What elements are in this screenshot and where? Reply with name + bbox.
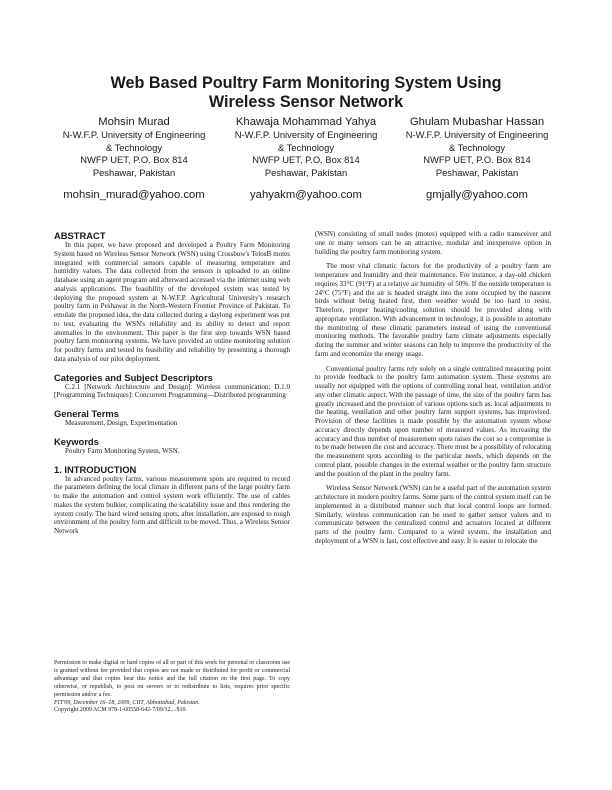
author-name: Ghulam Mubashar Hassan bbox=[409, 116, 545, 128]
keywords-heading: Keywords bbox=[54, 435, 99, 447]
author-block-2 bbox=[220, 115, 392, 202]
body-paragraph-climate: The most vital climatic factors for the productivity of a poultry farm are temperature and humidity and their maintenance. For instance, a day-old chicken requires 33°C (91°F) at a relative air humidity of 50%. If the outside temperature is 24°C (75°F) and the air is headed straight into the zone occupied by the nascent birds without being heated first, then weather would be too hard to resist. Therefore, proper heating/cooling solution should be provided along with appropriate ventilation. With advancement in technology, it is possible to automate the monitoring of these climatic parameters instead of using the conventional monitoring methods. The favorable poultry farm climate adjustments especially during the summer and winter seasons can help to improve the productivity of the farm and economize the energy usage. bbox=[315, 262, 551, 358]
introduction-heading: 1. INTRODUCTION bbox=[54, 463, 137, 475]
author-affiliation-cont: & Technology bbox=[105, 141, 163, 153]
author-affiliation-cont: & Technology bbox=[277, 141, 335, 153]
paper-title bbox=[40, 74, 572, 112]
author-city: Peshawar, Pakistan bbox=[92, 166, 176, 178]
author-affiliation: N-W.F.P. University of Engineering bbox=[234, 129, 378, 140]
categories-text: C.2.1 [Network Architecture and Design]: Wireless communication; D.1.0 [Programming Techniques]: Concurrent Programming—Distributed programming bbox=[54, 382, 290, 400]
copyright-notice: Copyright 2009 ACM 978-1-60558-642-7/09/12....$10. bbox=[54, 707, 187, 714]
abstract-heading: ABSTRACT bbox=[54, 230, 106, 241]
author-address: NWFP UET, P.O. Box 814 bbox=[252, 154, 360, 166]
author-email: gmjally@yahoo.com bbox=[426, 189, 528, 202]
permission-text: Permission to make digital or hard copies of all or part of this work for personal or classroom use is granted without fee provided that copies are not made or distributed for profit or commercial advantage and that copies bear this notice and the full citation on the first page. To copy otherwise, or republish, to post on servers or to redistribute to lists, requires prior specific permission and/or a fee. bbox=[54, 660, 290, 698]
author-block-3 bbox=[391, 115, 563, 202]
body-paragraph-wsn: Wireless Sensor Network (WSN) can be a useful part of the automation system architecture in modern poultry farms. Some parts of the control system itself can be implemented in a distributed manner such that local control loops are formed. Similarly, wireless communication can be used to gather sensor values and to communicate between the centralized control and actuators located at different parts of the poultry farm. Compared to a wired system, the installation and deployment of a WSN is fast, cost effective and easy. It is easier to relocate the bbox=[315, 484, 551, 545]
author-block-1 bbox=[48, 115, 220, 202]
author-name: Mohsin Murad bbox=[98, 116, 170, 128]
title-line-2: Wireless Sensor Network bbox=[208, 93, 404, 111]
author-affiliation: N-W.F.P. University of Engineering bbox=[405, 129, 549, 140]
abstract-text: In this paper, we have proposed and developed a Poultry Farm Monitoring System based on Wireless Sensor Network (WSN) using Crossbow's TelosB motes integrated with commercial sensors capable of measuring temperature and humidity values. The data collected from the sensors is uploaded to an online database using an agent program and afterward accessed via the internet using web analysis applications. The feasibility of the developed system was tested by deploying the proposed system at N-W.F.P. Agricultural University's research poultry farm in Peshawar in the North-Western Frontier Province of Pakistan. To emulate the proposed idea, the data collected during a daylong experiment was put to test, evaluating the WSN's reliability and its ability to detect and report anomalies in the environment. This paper is the first step towards WSN based poultry farm monitoring systems. We have provided an online monitoring solution for poultry farms and tested its feasibility and reliability by presenting a thorough data analysis of our pilot deployment. bbox=[54, 241, 290, 363]
author-email: yahyakm@yahoo.com bbox=[250, 189, 362, 202]
title-line-1: Web Based Poultry Farm Monitoring System Using bbox=[110, 74, 502, 92]
author-address: NWFP UET, P.O. Box 814 bbox=[423, 154, 531, 166]
author-affiliation-cont: & Technology bbox=[448, 141, 506, 153]
author-city: Peshawar, Pakistan bbox=[435, 166, 519, 178]
author-affiliation: N-W.F.P. University of Engineering bbox=[62, 129, 206, 140]
author-email: mohsin_murad@yahoo.com bbox=[63, 189, 205, 202]
keywords-text: Poultry Farm Monitoring System, WSN. bbox=[65, 446, 180, 455]
permission-footnote bbox=[54, 660, 290, 715]
right-column bbox=[315, 230, 551, 546]
left-column bbox=[54, 230, 290, 536]
general-terms-heading: General Terms bbox=[54, 408, 119, 419]
body-paragraph-continued: (WSN) consisting of small nodes (motes) equipped with a radio transceiver and one or many sensors can be an attractive, modular and inexpensive option in building the poultry farm monitoring system. bbox=[315, 230, 551, 256]
conference-info: FIT'09, December 16–18, 2009, CIIT, Abbottabad, Pakistan. bbox=[54, 699, 200, 706]
introduction-paragraph-1: In advanced poultry farms, various measurement spots are required to record the parameters defining the local climate in different parts of the large poultry farm to make the automation and control system work efficiently. The use of cables makes the system bulkier, complicating the scalability issue and thus rendering the system costly. The hard wired sensing spots, after installation, are exposed to rough environment of the poultry form and difficult to be moved. Thus, a Wireless Sensor Network bbox=[54, 474, 290, 535]
author-address: NWFP UET, P.O. Box 814 bbox=[80, 154, 188, 166]
author-name: Khawaja Mohammad Yahya bbox=[235, 116, 377, 128]
categories-heading: Categories and Subject Descriptors bbox=[54, 371, 213, 383]
general-terms-text: Measurement, Design, Experimentation bbox=[65, 419, 178, 427]
author-city: Peshawar, Pakistan bbox=[264, 166, 348, 178]
body-paragraph-conventional: Conventional poultry farms rely solely on a single centralized measuring point to provide feedback to the poultry farm automation system. These systems are usually not equipped with the options of controlling zonal heat, ventilation and/or any other climatic aspect. With the passage of time, the size of the poultry farm has greatly increased and the provision of various options such as, local adjustments to the heating, ventilation and other poultry farm support systems, has improvised. Provision of these facilities is made possible by the automation system whose accuracy directly depends upon number of measured values. As increasing the accuracy and thus number of measurement spots raises the cost so a compromise is to be made between the cost and accuracy. There must be a possibility of relocating the measurement spots according to the particular needs, which depends on the control plant, possible changes in the external weather or the poultry farm structure and the position of the plant in the poultry farm. bbox=[315, 364, 551, 478]
